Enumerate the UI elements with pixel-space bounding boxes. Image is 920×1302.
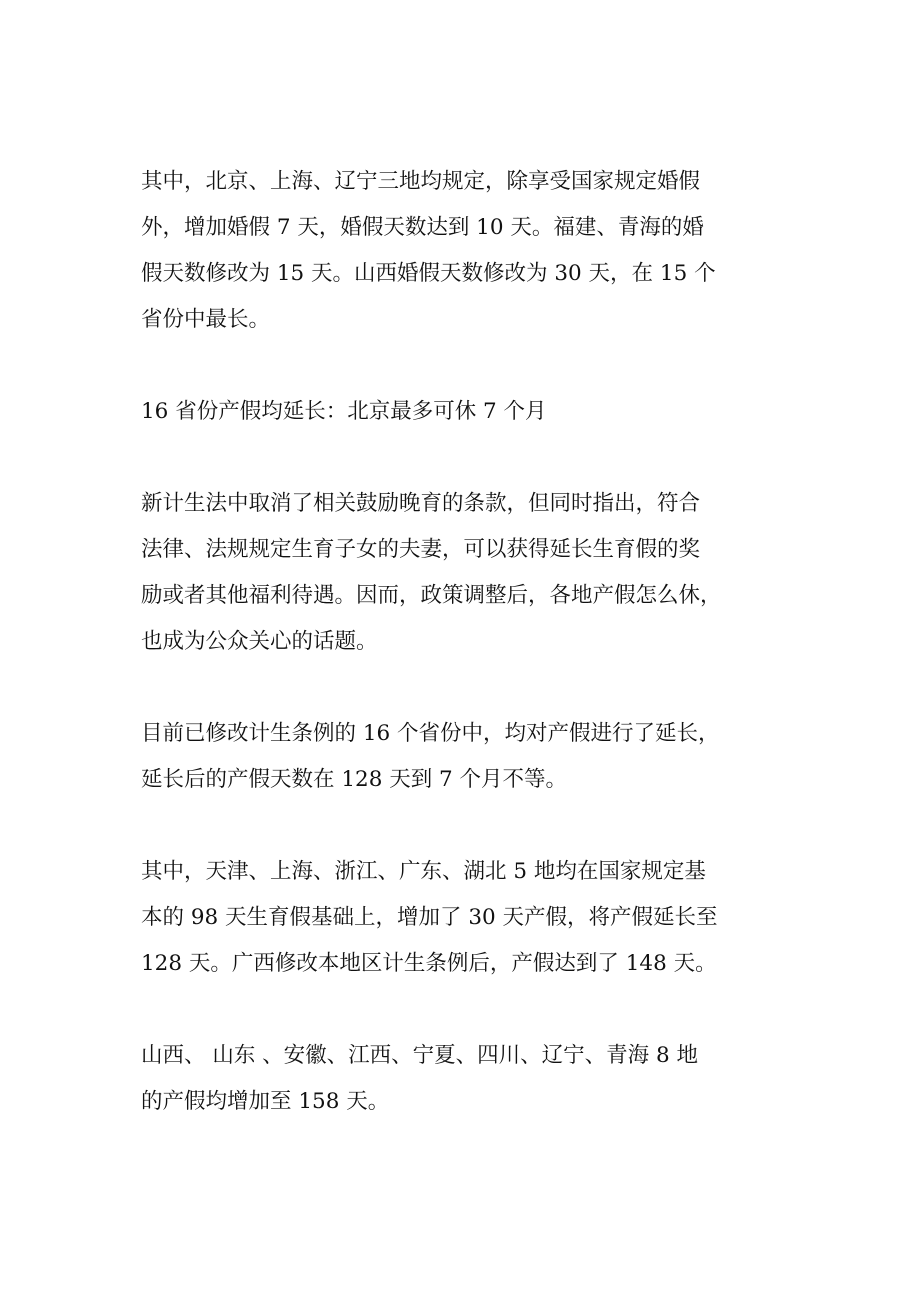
paragraph-spacer — [141, 803, 791, 849]
text-line: 延长后的产假天数在 128 天到 7 个月不等。 — [141, 767, 568, 792]
text-line: 励或者其他福利待遇。因而，政策调整后，各地产假怎么休， — [141, 583, 722, 608]
paragraph-spacer — [141, 665, 791, 711]
paragraph-128-days — [141, 849, 791, 987]
paragraph-16-provinces — [141, 711, 791, 803]
text-line: 假天数修改为 15 天。山西婚假天数修改为 30 天，在 15 个 — [141, 261, 716, 286]
heading-text: 16 省份产假均延长：北京最多可休 7 个月 — [141, 399, 547, 424]
text-line: 山西、 山东 、安徽、江西、宁夏、四川、辽宁、青海 8 地 — [141, 1043, 699, 1068]
text-line: 新计生法中取消了相关鼓励晚育的条款，但同时指出，符合 — [141, 491, 701, 516]
section-heading — [141, 389, 791, 435]
paragraph-marriage-leave — [141, 159, 791, 343]
text-line: 的产假均增加至 158 天。 — [141, 1089, 390, 1114]
paragraph-spacer — [141, 435, 791, 481]
text-line: 目前已修改计生条例的 16 个省份中，均对产假进行了延长， — [141, 721, 720, 746]
text-line: 其中，北京、上海、辽宁三地均规定，除享受国家规定婚假 — [141, 169, 701, 194]
paragraph-new-law — [141, 481, 791, 665]
text-line: 省份中最长。 — [141, 307, 271, 332]
text-line: 外，增加婚假 7 天，婚假天数达到 10 天。福建、青海的婚 — [141, 215, 704, 240]
paragraph-spacer — [141, 987, 791, 1033]
text-line: 其中，天津、上海、浙江、广东、湖北 5 地均在国家规定基 — [141, 859, 706, 884]
text-line: 法律、法规规定生育子女的夫妻，可以获得延长生育假的奖 — [141, 537, 701, 562]
text-line: 也成为公众关心的话题。 — [141, 629, 378, 654]
paragraph-158-days — [141, 1033, 791, 1125]
text-line: 128 天。广西修改本地区计生条例后，产假达到了 148 天。 — [141, 951, 717, 976]
document-body — [141, 159, 791, 1125]
text-line: 本的 98 天生育假基础上，增加了 30 天产假，将产假延长至 — [141, 905, 718, 930]
paragraph-spacer — [141, 343, 791, 389]
